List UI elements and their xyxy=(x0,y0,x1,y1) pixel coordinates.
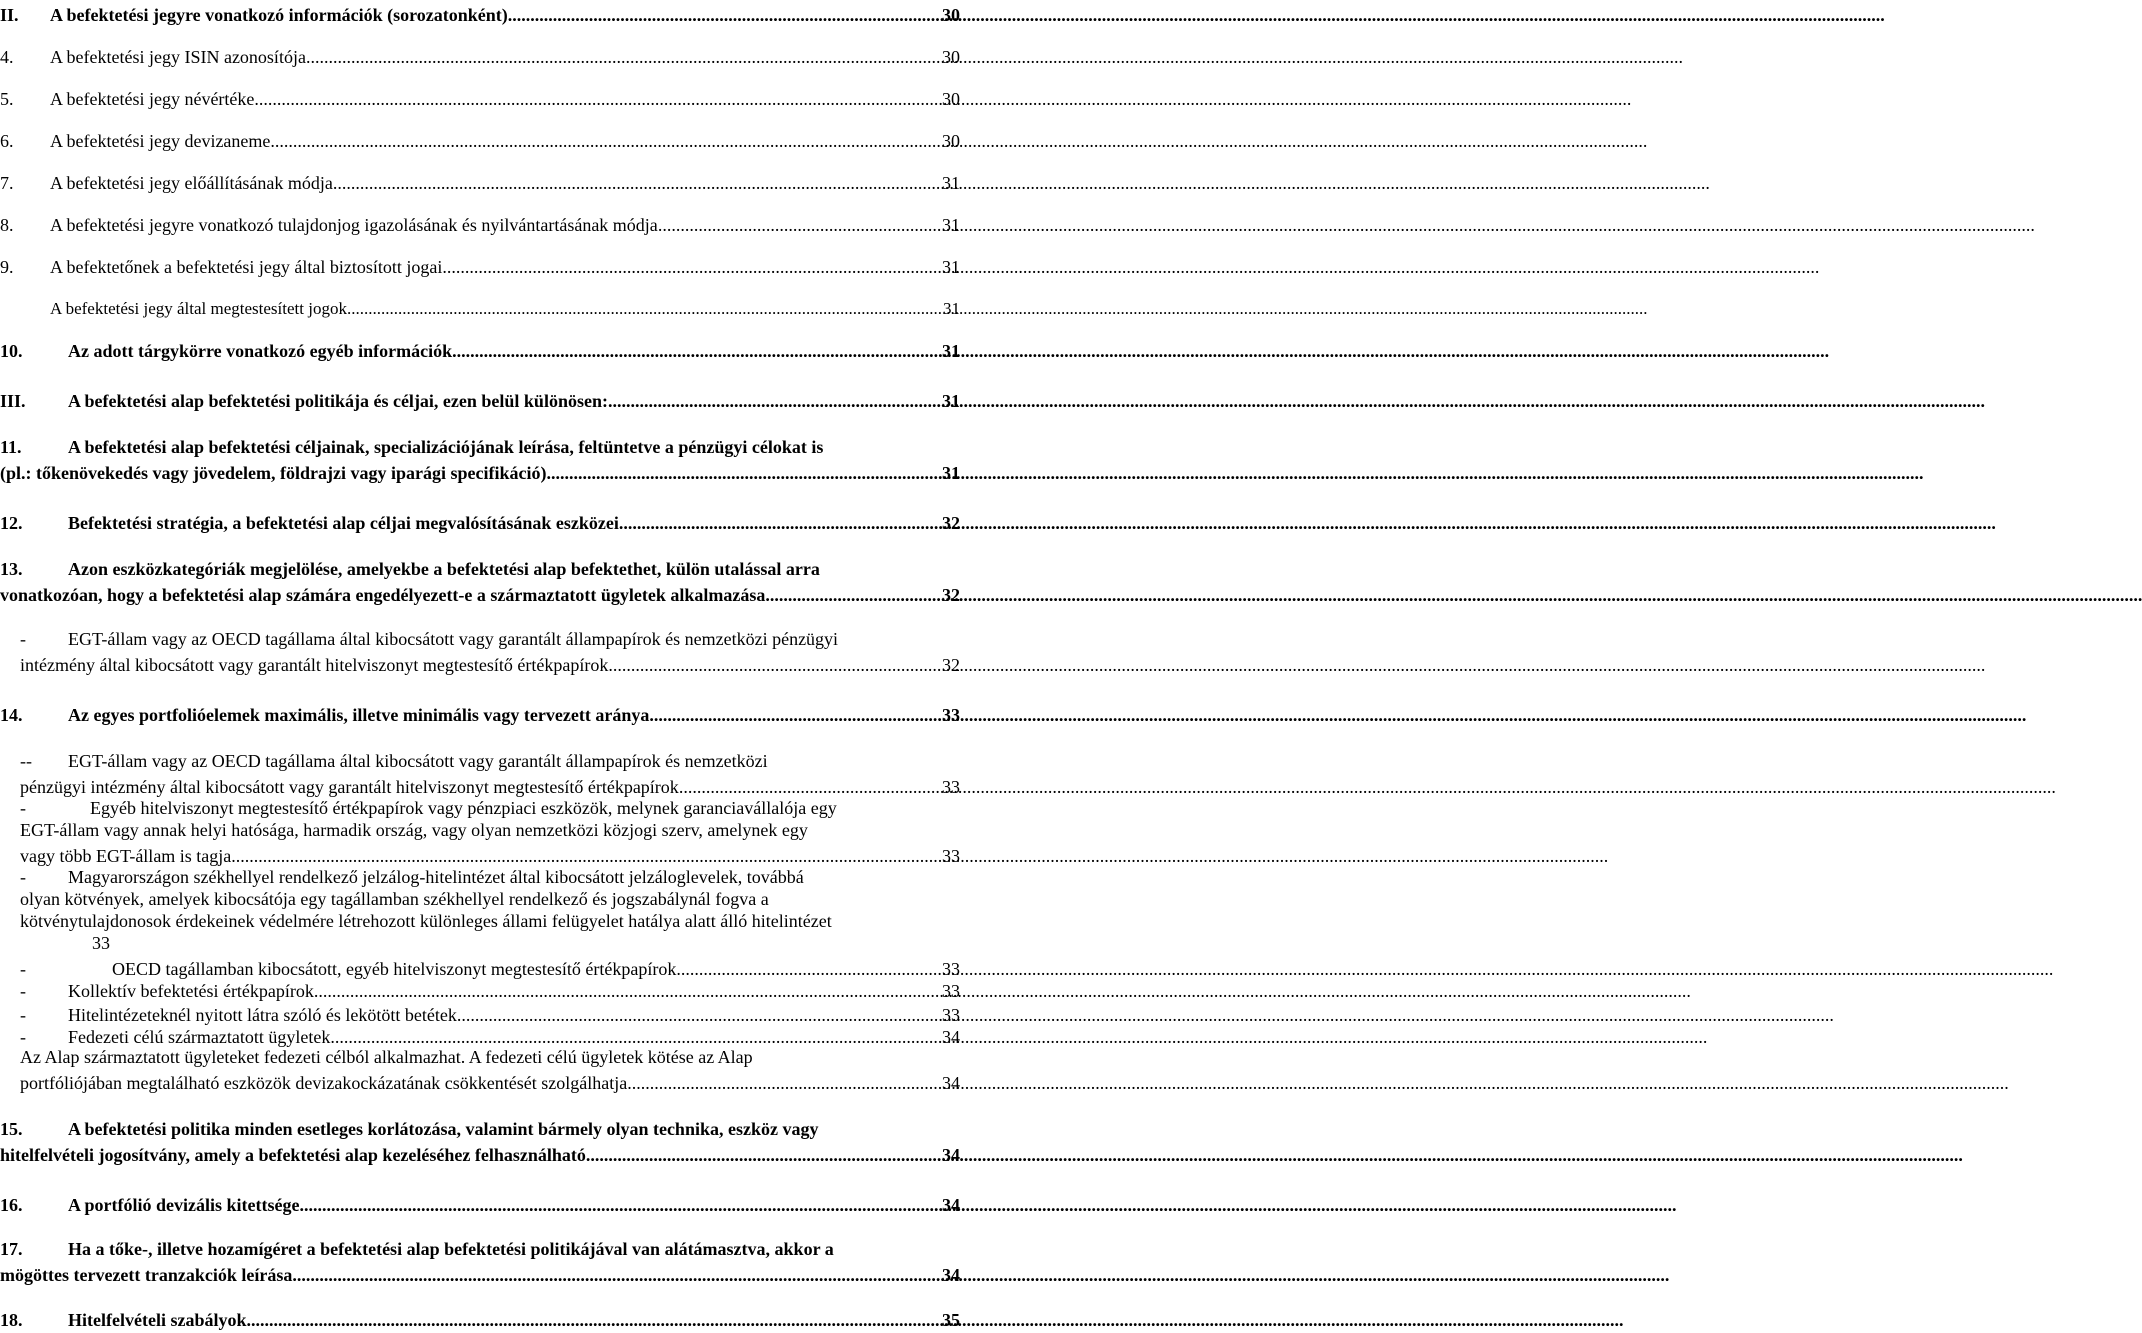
dot-leader xyxy=(632,1072,942,1094)
toc-title-line2: portfóliójában megtalálható eszközök devizakockázatának csökkentését szolgálhatja. xyxy=(20,1073,632,1093)
toc-bullet: - xyxy=(20,798,26,818)
toc-title: Kollektív befektetési értékpapírok xyxy=(68,981,314,1001)
dot-leader xyxy=(508,4,942,26)
toc-title: A befektetési jegyre vonatkozó tulajdonjog igazolásának és nyilvántartásának módja xyxy=(50,215,658,235)
dot-leader xyxy=(658,214,942,236)
toc-title-line2: EGT-állam vagy annak helyi hatósága, harmadik ország, vagy olyan nemzetközi közjogi szerv, amelynek egy xyxy=(20,820,808,840)
toc-page-number: 32 xyxy=(942,513,960,533)
toc-number: 9. xyxy=(0,257,14,277)
dot-leader xyxy=(765,584,942,606)
toc-page-number: 34 xyxy=(942,1195,960,1215)
toc-title: OECD tagállamban kibocsátott, egyéb hitelviszonyt megtestesítő értékpapírok xyxy=(112,959,677,979)
table-of-contents-page xyxy=(0,0,960,1333)
toc-page-number: 34 xyxy=(942,1027,960,1047)
toc-entry-14-sub5[interactable] xyxy=(0,976,960,1002)
dot-leader xyxy=(608,654,942,676)
toc-entry-18[interactable] xyxy=(0,1305,960,1331)
toc-title: Befektetési stratégia, a befektetési alap céljai megvalósításának eszközei xyxy=(68,513,619,533)
toc-title: Fedezeti célú származtatott ügyletek xyxy=(68,1027,331,1047)
toc-page-number: 30 xyxy=(942,131,960,151)
dot-leader xyxy=(231,845,942,867)
toc-number: 10. xyxy=(0,341,23,361)
toc-page-number: 33 xyxy=(92,933,110,953)
toc-page-number: 33 xyxy=(942,981,960,1001)
toc-bullet: - xyxy=(20,1027,26,1047)
dot-leader xyxy=(314,980,942,1002)
toc-page-number: 30 xyxy=(942,47,960,67)
toc-title-line2: intézmény által kibocsátott vagy garantált hitelviszonyt megtestesítő értékpapírok xyxy=(20,655,609,675)
dot-leader xyxy=(452,340,942,362)
toc-title-line1: Ha a tőke-, illetve hozamígéret a befektetési alap befektetési politikájával van alátámasztva, akkor a xyxy=(68,1239,834,1259)
toc-entry-13-sub1-line2[interactable] xyxy=(0,650,960,676)
toc-title-line1: Magyarországon székhellyel rendelkező jelzálog-hitelintézet által kibocsátott jelzáloglevelek, továbbá xyxy=(68,867,804,887)
toc-title: A portfólió devizális kitettsége xyxy=(68,1195,300,1215)
toc-number: 18. xyxy=(0,1310,23,1330)
toc-page-number: 31 xyxy=(943,299,960,318)
toc-title: A befektetési alap befektetési politikája és céljai, ezen belül különösen: xyxy=(68,391,608,411)
toc-number: 17. xyxy=(0,1239,23,1259)
toc-entry-14-sub1-line2[interactable] xyxy=(0,772,960,798)
dot-leader xyxy=(246,1309,942,1331)
toc-number: 14. xyxy=(0,705,23,725)
toc-title-line1: A befektetési alap befektetési céljainak, specializációjának leírása, feltüntetve a pénzügyi célokat is xyxy=(68,437,824,457)
toc-title-line1: Egyéb hitelviszonyt megtestesítő értékpapírok vagy pénzpiaci eszközök, melynek garanciavállalója egy xyxy=(90,798,837,818)
toc-title-line3: kötvénytulajdonosok érdekeinek védelmére létrehozott különleges állami felügyelet hatálya alatt álló hitelintézet xyxy=(20,911,832,931)
toc-title: A befektetési jegy névértéke xyxy=(50,89,255,109)
toc-entry-10[interactable] xyxy=(0,336,960,362)
toc-entry-6[interactable] xyxy=(0,126,960,152)
toc-bullet: - xyxy=(20,629,26,649)
toc-title-line2: hitelfelvételi jogosítvány, amely a befektetési alap kezeléséhez felhasználható xyxy=(0,1145,586,1165)
toc-bullet: - xyxy=(20,1005,26,1025)
toc-page-number: 34 xyxy=(942,1145,960,1165)
toc-number: 11. xyxy=(0,437,22,457)
toc-number: 15. xyxy=(0,1119,23,1139)
toc-page-number: 31 xyxy=(942,463,960,483)
dot-leader xyxy=(649,704,942,726)
toc-number: 8. xyxy=(0,215,14,235)
toc-entry-9-sub[interactable] xyxy=(0,294,960,320)
toc-number: 7. xyxy=(0,173,14,193)
dot-leader xyxy=(619,512,942,534)
toc-entry-12[interactable] xyxy=(0,508,960,534)
toc-title: A befektetőnek a befektetési jegy által biztosított jogai xyxy=(50,257,443,277)
toc-entry-14[interactable] xyxy=(0,700,960,726)
dot-leader xyxy=(679,776,942,798)
toc-page-number: 31 xyxy=(942,341,960,361)
toc-title-line1: Azon eszközkategóriák megjelölése, amelyekbe a befektetési alap befektethet, külön utalással arra xyxy=(68,559,820,579)
toc-number: 6. xyxy=(0,131,14,151)
toc-entry-14-sub7[interactable] xyxy=(0,1022,960,1048)
toc-entry-13-line2[interactable] xyxy=(0,580,960,606)
toc-number: III. xyxy=(0,391,26,411)
toc-bullet: - xyxy=(20,981,26,1001)
toc-page-number: 33 xyxy=(942,705,960,725)
toc-page-number: 33 xyxy=(942,1005,960,1025)
toc-entry-4[interactable] xyxy=(0,42,960,68)
toc-page-number: 30 xyxy=(942,89,960,109)
dot-leader xyxy=(347,298,943,320)
dot-leader xyxy=(586,1144,942,1166)
toc-title-line1: Az Alap származtatott ügyleteket fedezeti célból alkalmazhat. A fedezeti célú ügyletek kötése az Alap xyxy=(20,1047,753,1067)
toc-title-line2: (pl.: tőkenövekedés vagy jövedelem, földrajzi vagy iparági specifikáció) xyxy=(0,463,547,483)
toc-page-number: 35 xyxy=(942,1310,960,1330)
toc-number: 13. xyxy=(0,559,23,579)
toc-page-number: 31 xyxy=(942,391,960,411)
toc-title-line2: mögöttes tervezett tranzakciók leírása xyxy=(0,1265,293,1285)
toc-entry-11-line2[interactable] xyxy=(0,458,960,484)
dot-leader xyxy=(442,256,942,278)
dot-leader xyxy=(330,1026,942,1048)
toc-entry-II[interactable] xyxy=(0,0,960,26)
toc-entry-5[interactable] xyxy=(0,84,960,110)
dot-leader xyxy=(270,130,942,152)
toc-number: 4. xyxy=(0,47,14,67)
toc-title: A befektetési jegy devizaneme xyxy=(50,131,271,151)
toc-title-line2: olyan kötvények, amelyek kibocsátója egy tagállamban székhellyel rendelkező és jogszabálynál fogva a xyxy=(20,889,769,909)
toc-title-line1: A befektetési politika minden esetleges korlátozása, valamint bármely olyan technika, eszköz vagy xyxy=(68,1119,819,1139)
toc-title: Hitelfelvételi szabályok xyxy=(68,1310,247,1330)
dot-leader xyxy=(546,462,942,484)
toc-title-line2: pénzügyi intézmény által kibocsátott vagy garantált hitelviszonyt megtestesítő értékpapírok xyxy=(20,777,679,797)
toc-entry-7[interactable] xyxy=(0,168,960,194)
toc-bullet: - xyxy=(20,959,26,979)
toc-entry-15-line2[interactable] xyxy=(0,1140,960,1166)
toc-entry-17-line2[interactable] xyxy=(0,1260,960,1286)
toc-title: A befektetési jegy által megtestesített jogok xyxy=(50,299,347,318)
toc-number: 12. xyxy=(0,513,23,533)
toc-page-number: 31 xyxy=(942,257,960,277)
toc-title: A befektetési jegy ISIN azonosítója xyxy=(50,47,306,67)
toc-entry-III[interactable] xyxy=(0,386,960,412)
dot-leader xyxy=(306,46,942,68)
toc-page-number: 33 xyxy=(942,846,960,866)
toc-title: Hitelintézeteknél nyitott látra szóló és lekötött betétek xyxy=(68,1005,457,1025)
toc-page-number: 34 xyxy=(942,1265,960,1285)
dot-leader xyxy=(608,390,942,412)
toc-number: 16. xyxy=(0,1195,23,1215)
toc-entry-14-sub2-line3[interactable] xyxy=(0,841,960,867)
dot-leader xyxy=(254,88,942,110)
toc-bullet: - xyxy=(20,867,26,887)
dot-leader xyxy=(292,1264,942,1286)
toc-page-number: 33 xyxy=(942,959,960,979)
toc-entry-8[interactable] xyxy=(0,210,960,236)
toc-title-line3: vagy több EGT-állam is tagja xyxy=(20,846,232,866)
toc-title: A befektetési jegyre vonatkozó információk (sorozatonként) xyxy=(50,5,508,25)
toc-entry-14-sub8-line2[interactable] xyxy=(0,1068,960,1094)
toc-page-number: 33 xyxy=(942,777,960,797)
toc-entry-16[interactable] xyxy=(0,1190,960,1216)
toc-title-line2: vonatkozóan, hogy a befektetési alap számára engedélyezett-e a származtatott ügyletek alkalmazása xyxy=(0,585,766,605)
toc-entry-9[interactable] xyxy=(0,252,960,278)
toc-page-number: 32 xyxy=(942,585,960,605)
toc-number: II. xyxy=(0,5,19,25)
toc-page-number: 30 xyxy=(942,5,960,25)
toc-page-number: 32 xyxy=(942,655,960,675)
dot-leader xyxy=(333,172,942,194)
toc-bullet: -- xyxy=(20,751,32,771)
toc-title: A befektetési jegy előállításának módja xyxy=(50,173,333,193)
toc-page-number: 31 xyxy=(942,173,960,193)
toc-page-number: 31 xyxy=(942,215,960,235)
toc-title: Az adott tárgykörre vonatkozó egyéb információk xyxy=(68,341,453,361)
toc-title-line1: EGT-állam vagy az OECD tagállama által kibocsátott vagy garantált állampapírok és nemzetközi pénzügyi xyxy=(68,629,839,649)
toc-number: 5. xyxy=(0,89,14,109)
toc-title: Az egyes portfolióelemek maximális, illetve minimális vagy tervezett aránya xyxy=(68,705,650,725)
toc-page-number: 34 xyxy=(942,1073,960,1093)
toc-title-line1: EGT-állam vagy az OECD tagállama által kibocsátott vagy garantált állampapírok és nemzetközi xyxy=(68,751,768,771)
dot-leader xyxy=(299,1194,942,1216)
